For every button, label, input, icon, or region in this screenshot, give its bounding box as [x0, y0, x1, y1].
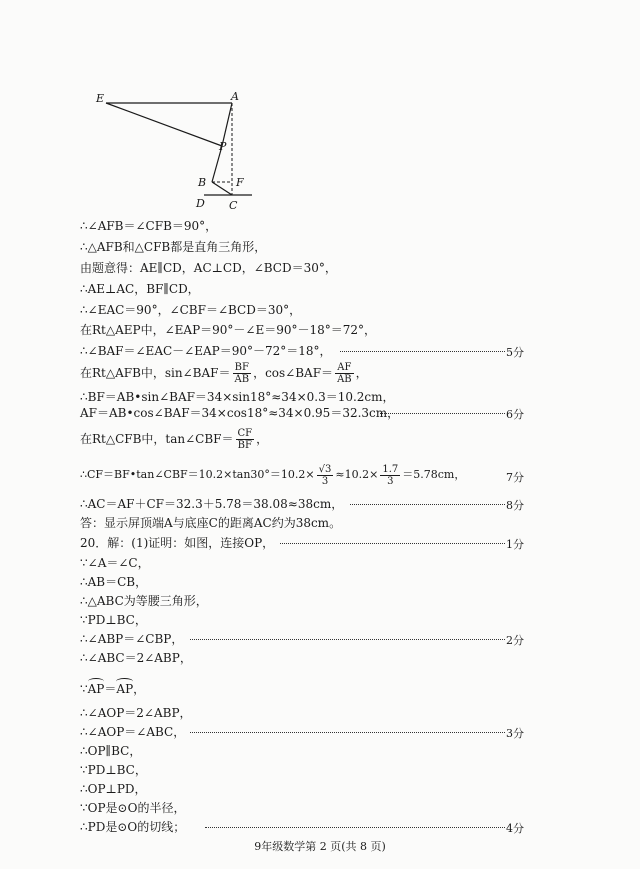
score-mark: 4分: [506, 822, 524, 835]
solution-line: ∵PD⊥BC，: [80, 763, 147, 777]
score-leader: [380, 413, 505, 414]
score-mark: 5分: [506, 346, 524, 359]
score-leader: [350, 504, 505, 505]
solution-line: 答：显示屏顶端A与底座C的距离AC约为38cm。: [80, 516, 342, 530]
solution-line: ∴∠AOP＝∠ABC，: [80, 725, 520, 739]
solution-line: ∴∠BAF＝∠EAC－∠EAP＝90°－72°＝18°，: [80, 344, 520, 358]
score-mark: 7分: [506, 471, 524, 484]
fraction: $\frac{1.7}{3}$: [382, 463, 399, 487]
solution-line: ∴∠EAC＝90°，∠CBF＝∠BCD＝30°，: [80, 303, 302, 317]
score-mark: 1分: [506, 538, 524, 551]
label-p: P: [219, 140, 227, 153]
solution-line: ∴OP⊥PD，: [80, 782, 147, 796]
score-leader: [190, 732, 505, 733]
solution-line-fraction: 在Rt△CFB中，tan∠CBF＝ $\frac{CF}{BF}$ ，: [80, 428, 269, 451]
figure-svg: [92, 90, 262, 215]
solution-line: ∴AB＝CB，: [80, 575, 148, 589]
label-b: B: [198, 176, 207, 189]
solution-line-fraction: 在Rt△AFB中，sin∠BAF＝ $\frac{BF}{AB}$ ，cos∠BAF＝ $\frac{AF}{AB}$ ，: [80, 362, 368, 385]
score-mark: 3分: [506, 727, 524, 740]
solution-line: ∴OP∥BC，: [80, 744, 142, 758]
solution-line: ∴∠AFB＝∠CFB＝90°，: [80, 219, 218, 233]
solution-line: ∴△ABC为等腰三角形，: [80, 594, 208, 608]
arc-notation: AP: [88, 678, 105, 696]
solution-line: ∴PD是⊙O的切线；: [80, 820, 520, 834]
solution-line: ∴BF＝AB•sin∠BAF＝34×sin18°≈34×0.3＝10.2cm，: [80, 390, 395, 404]
label-a: A: [231, 90, 239, 103]
solution-line: ∴∠AOP＝2∠ABP，: [80, 706, 192, 720]
segment-bc: [212, 182, 232, 195]
arc-notation: AP: [116, 678, 133, 696]
segment-ep: [106, 103, 222, 146]
fraction: $\frac{AF}{AB}$: [337, 362, 352, 385]
solution-line: ∵PD⊥BC，: [80, 613, 147, 627]
fraction: $\frac{√3}{3}$: [318, 463, 332, 487]
label-d: D: [196, 197, 205, 210]
solution-line: ∵OP是⊙O的半径，: [80, 801, 186, 815]
solution-line: AF＝AB•cos∠BAF＝34×cos18°≈34×0.95＝32.3cm，: [80, 406, 520, 420]
score-leader: [205, 827, 505, 828]
score-mark: 2分: [506, 634, 524, 647]
score-leader: [340, 351, 505, 352]
solution-line: ∵∠A＝∠C，: [80, 556, 150, 570]
score-leader: [190, 639, 505, 640]
solution-line: ∴AC＝AF＋CF＝32.3＋5.78＝38.08≈38cm，: [80, 497, 520, 511]
geometry-figure: [92, 90, 262, 215]
solution-line: 20．解：(1)证明：如图，连接OP，: [80, 536, 520, 550]
solution-line: 由题意得：AE∥CD，AC⊥CD，∠BCD＝30°，: [80, 261, 337, 275]
fraction: $\frac{BF}{AB}$: [234, 362, 250, 385]
solution-line: ∴∠ABC＝2∠ABP，: [80, 651, 192, 665]
solution-line: ∴AE⊥AC，BF∥CD，: [80, 282, 200, 296]
solution-line-fraction: ∴CF＝BF•tan∠CBF＝10.2×tan30°＝10.2× $\frac{√3}{3}$ ≈10.2× $\frac{1.7}{3}$ ＝5.78cm，: [80, 463, 466, 487]
label-f: F: [236, 176, 244, 189]
label-e: E: [96, 92, 105, 105]
solution-line: ∴△AFB和△CFB都是直角三角形，: [80, 240, 267, 254]
score-mark: 6分: [506, 408, 524, 421]
solution-line-arc: ∵AP＝AP，: [80, 678, 520, 696]
solution-line: 在Rt△AEP中，∠EAP＝90°－∠E＝90°－18°＝72°，: [80, 323, 377, 337]
score-leader: [280, 543, 505, 544]
solution-line: ∴∠ABP＝∠CBP，: [80, 632, 520, 646]
page-footer: 9年级数学第 2 页(共 8 页): [254, 840, 386, 853]
label-c: C: [229, 199, 238, 212]
score-mark: 8分: [506, 499, 524, 512]
fraction: $\frac{CF}{BF}$: [237, 428, 253, 451]
